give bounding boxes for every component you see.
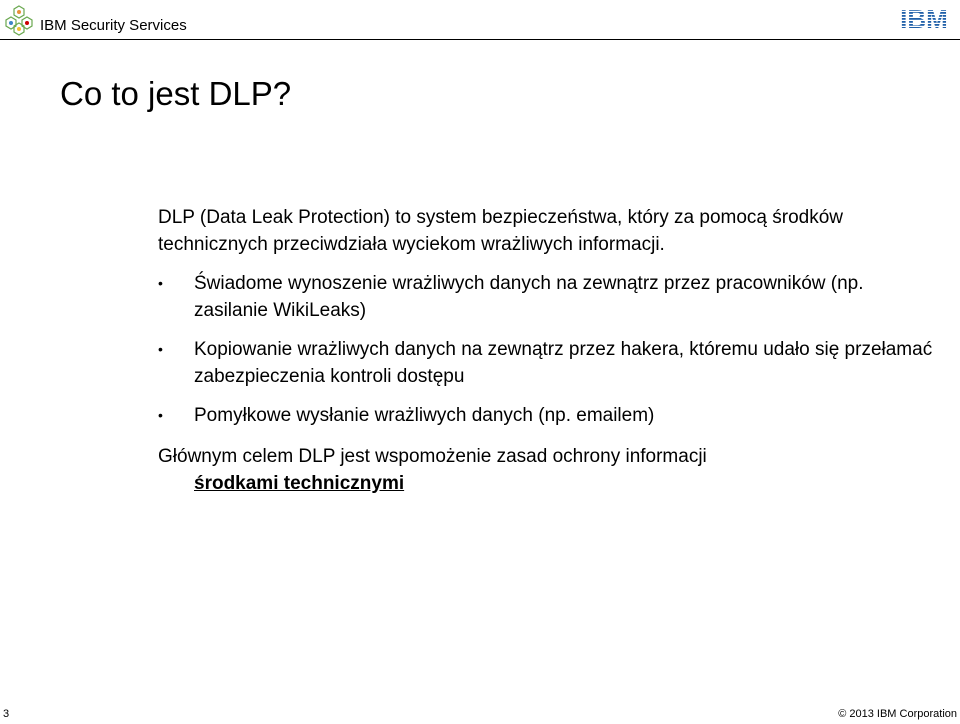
bullet-list (158, 270, 938, 429)
bullet-icon: • (158, 275, 163, 291)
slide-body (158, 204, 938, 497)
bullet-icon: • (158, 341, 163, 357)
bullet-text: Kopiowanie wrażliwych danych na zewnątrz przez hakera, któremu udało się przełamać zabezpieczenia kontroli dostępu (194, 339, 933, 387)
footer-copyright: © 2013 IBM Corporation (838, 708, 957, 720)
svg-text:IBM: IBM (900, 6, 948, 30)
list-item (158, 336, 938, 390)
slide-header (0, 0, 960, 40)
list-item (158, 270, 938, 324)
ibm-logo (893, 6, 955, 30)
conclusion-emphasis: środkami technicznymi (194, 473, 405, 494)
header-title: IBM Security Services (40, 17, 187, 34)
bullet-text: Pomyłkowe wysłanie wrażliwych danych (np. emailem) (194, 405, 655, 426)
conclusion-paragraph (158, 443, 938, 497)
bullet-text: Świadome wynoszenie wrażliwych danych na zewnątrz przez pracowników (np. zasilanie WikiLeaks) (194, 273, 864, 321)
intro-paragraph: DLP (Data Leak Protection) to system bezpieczeństwa, który za pomocą środków technicznych przeciwdziała wyciekom wrażliwych informacji. (158, 207, 844, 255)
slide-title: Co to jest DLP? (60, 75, 292, 112)
conclusion-text: Głównym celem DLP jest wspomożenie zasad ochrony informacji (158, 446, 707, 467)
bullet-icon: • (158, 407, 163, 423)
list-item (158, 402, 938, 429)
header-divider (0, 39, 960, 40)
page-number: 3 (3, 708, 10, 720)
smarter-planet-icon (2, 3, 36, 37)
